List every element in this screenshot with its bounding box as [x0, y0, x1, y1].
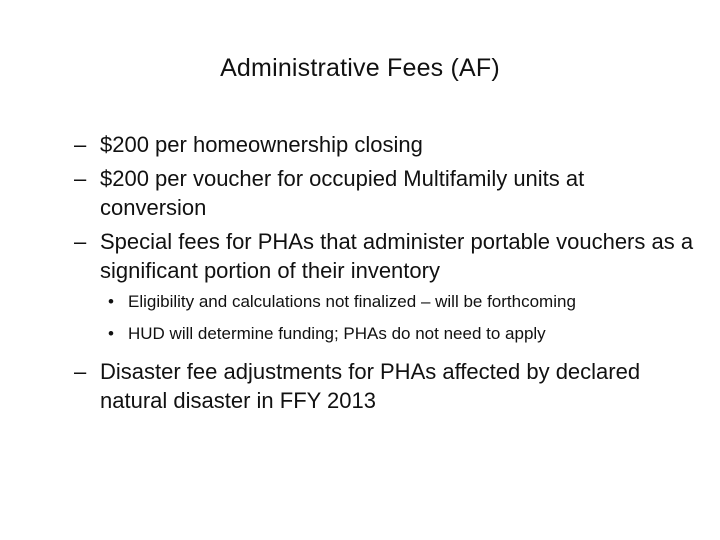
sub-list-item: [108, 290, 688, 313]
dash-bullet: –: [74, 132, 87, 157]
sub-list: [74, 290, 694, 345]
list-item: [74, 227, 694, 285]
list-item: [74, 357, 694, 415]
dash-bullet: –: [74, 359, 87, 384]
dot-bullet: •: [108, 292, 114, 311]
list-item-text: Special fees for PHAs that administer portable vouchers as a significant portion of their inventory: [100, 229, 694, 283]
sub-list-item-text: Eligibility and calculations not finalized – will be forthcoming: [128, 292, 576, 311]
sub-list-item-text: HUD will determine funding; PHAs do not need to apply: [128, 324, 546, 343]
list-item: [74, 164, 694, 222]
list-item-text: Disaster fee adjustments for PHAs affected by declared natural disaster in FFY 2013: [100, 359, 641, 413]
list-item-text: $200 per homeownership closing: [100, 132, 423, 157]
slide-body: [74, 130, 694, 420]
list-item-text: $200 per voucher for occupied Multifamily units at conversion: [100, 166, 585, 220]
dash-bullet: –: [74, 166, 87, 191]
dot-bullet: •: [108, 324, 114, 343]
sub-list-item: [108, 322, 688, 345]
slide-title: Administrative Fees (AF): [220, 54, 500, 82]
dash-bullet: –: [74, 229, 87, 254]
list-item: [74, 130, 694, 159]
